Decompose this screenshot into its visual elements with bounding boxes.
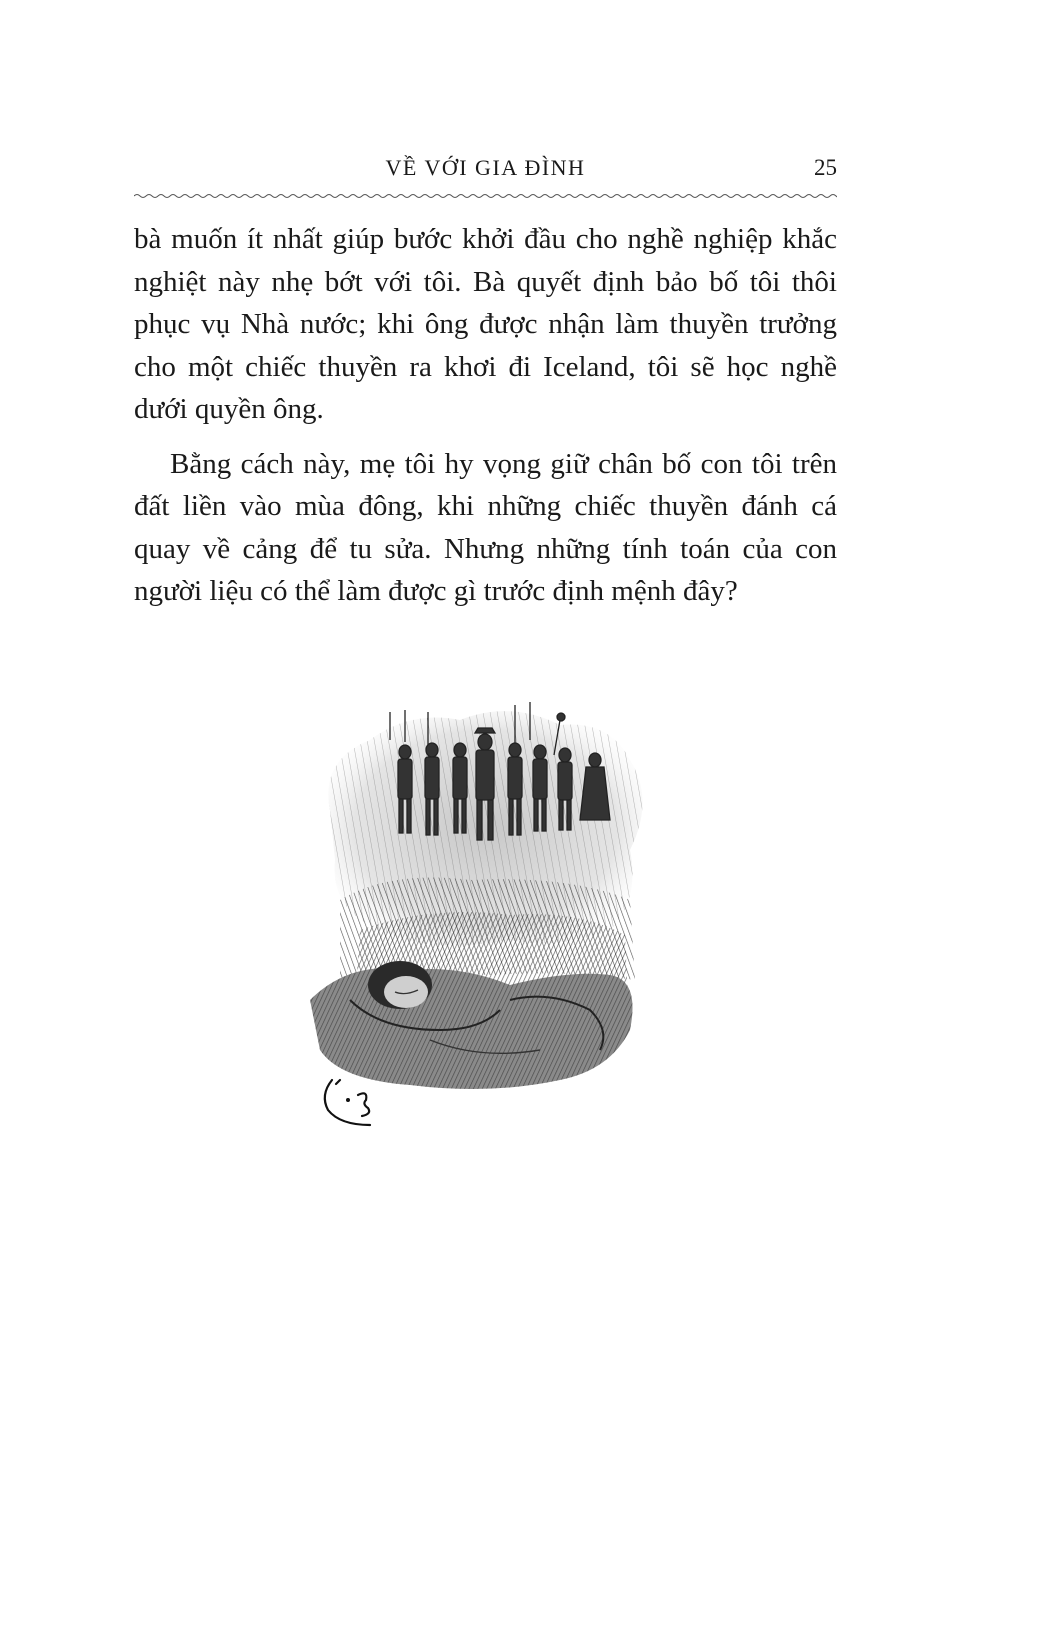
body-text [134, 218, 837, 613]
artist-signature [325, 1080, 370, 1125]
wavy-rule [134, 192, 837, 200]
running-head [134, 150, 837, 186]
engraving-illustration [310, 700, 660, 1150]
chapter-title: VỀ VỚI GIA ĐÌNH [385, 155, 586, 180]
paragraph: Bằng cách này, mẹ tôi hy vọng giữ chân bố con tôi trên đất liền vào mùa đông, khi những chiếc thuyền đánh cá quay về cảng để tu sửa. Nhưng những tính toán của con người liệu có thể làm được gì trước định mệnh đây? [134, 447, 837, 607]
paragraph: bà muốn ít nhất giúp bước khởi đầu cho nghề nghiệp khắc nghiệt này nhẹ bớt với tôi. Bà quyết định bảo bố tôi thôi phục vụ Nhà nước; khi ông được nhận làm thuyền trưởng cho một chiếc thuyền ra khơi đi Iceland, tôi sẽ học nghề dưới quyền ông. [134, 223, 837, 425]
page-number: 25 [814, 155, 837, 180]
sleeping-boy [310, 961, 633, 1089]
